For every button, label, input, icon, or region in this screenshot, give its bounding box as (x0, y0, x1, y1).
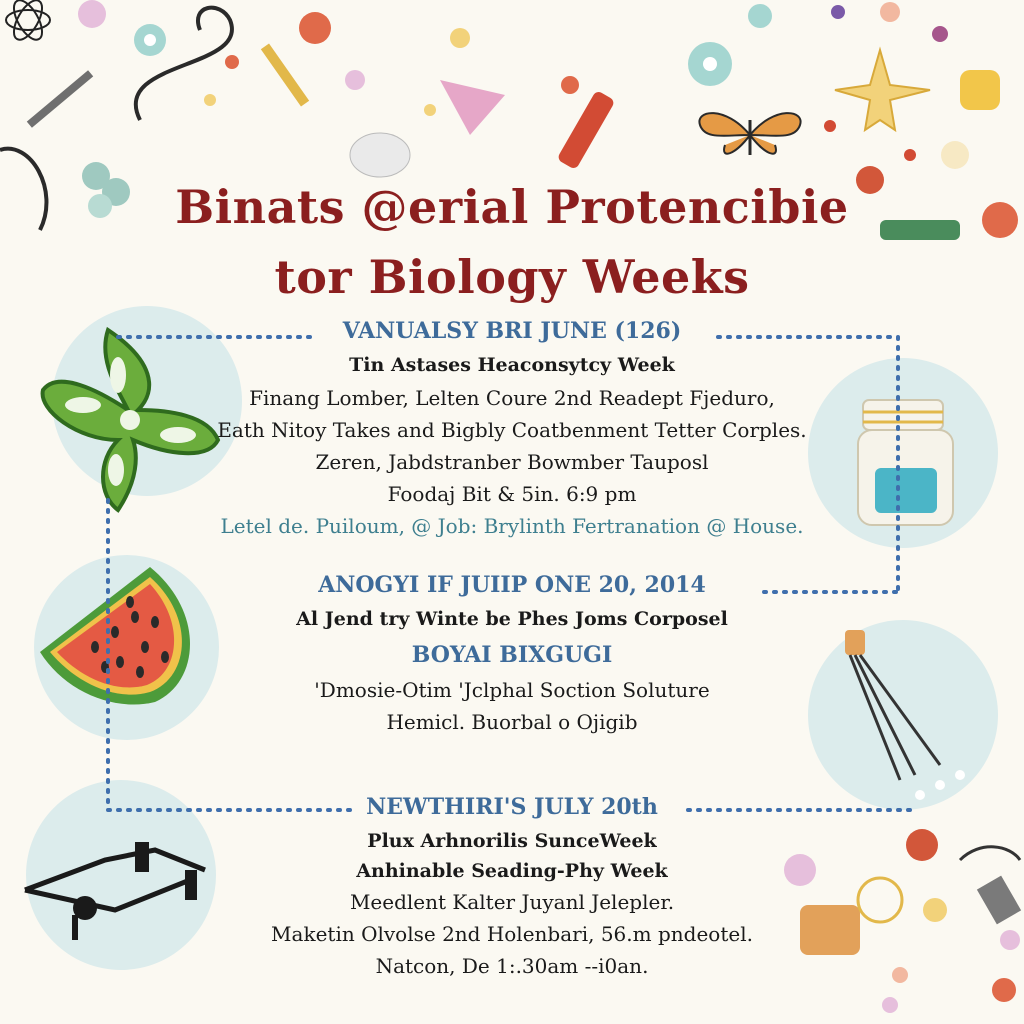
section-line: Meedlent Kalter Juyanl Jelepler. (349, 890, 675, 914)
section-line: Al Jend try Winte be Phes Joms Corposel (296, 608, 728, 630)
section-july (150, 794, 874, 978)
section-heading: ANOGYI IF JUIIP ONE 20, 2014 (310, 572, 714, 598)
section-line: Zeren, Jabdstranber Bowmber Tauposl (315, 450, 709, 474)
section-subheading: BOYAI BIXGUGI (404, 642, 621, 668)
section-line: Finang Lomber, Lelten Coure 2nd Readept Fjeduro, (249, 386, 775, 410)
section-june (150, 318, 874, 538)
section-heading: VANUALSY BRI JUNE (126) (335, 318, 690, 344)
section-line: Anhinable Seading-Phy Week (356, 860, 668, 882)
page-title: Binats @erial Protencibie (175, 180, 849, 234)
section-heading: NEWTHIRI'S JULY 20th (358, 794, 666, 820)
section-line: Tin Astases Heaconsytcy Week (349, 354, 675, 376)
section-line: Maketin Olvolse 2nd Holenbari, 56.m pndeotel. (271, 922, 753, 946)
section-line: Natcon, De 1:.30am --i0an. (375, 954, 649, 978)
section-line: Plux Arhnorilis SunceWeek (367, 830, 657, 852)
section-line: 'Dmosie-Otim 'Jclphal Soction Soluture (314, 678, 710, 702)
section-line: Foodaj Bit & 5in. 6:9 pm (387, 482, 637, 506)
section-line: Eath Nitoy Takes and Bigbly Coatbenment Tetter Corples. (217, 418, 807, 442)
section-line: Hemicl. Buorbal o Ojigib (386, 710, 638, 734)
section-location: Letel de. Puiloum, @ Job: Brylinth Fertranation @ House. (220, 514, 804, 538)
section-june-2014 (150, 572, 874, 734)
page-subtitle: tor Biology Weeks (274, 250, 750, 304)
